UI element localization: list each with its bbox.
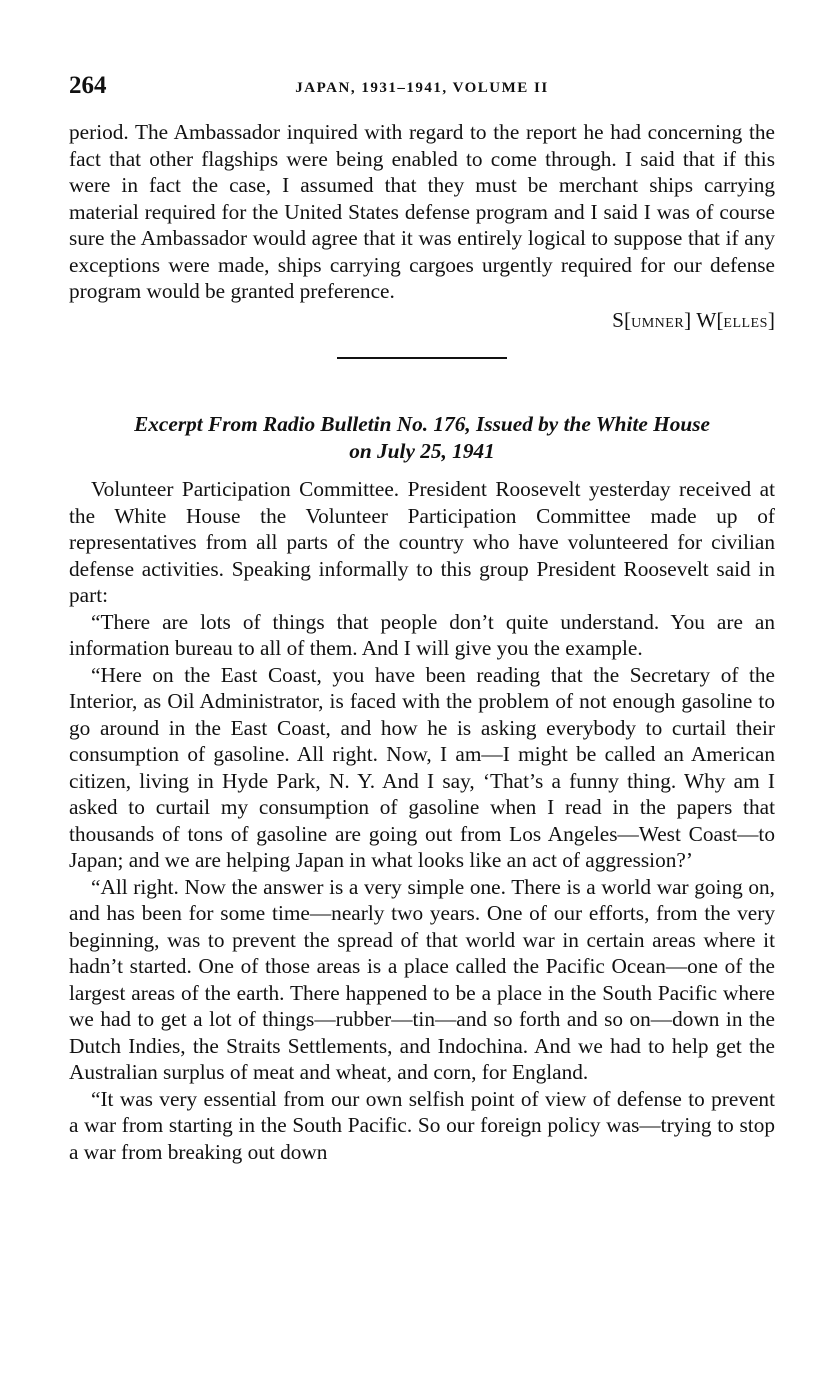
- body-paragraph: “There are lots of things that people don’t quite understand. You are an information bureau to all of them. And I will give you the example.: [69, 609, 775, 660]
- section-body: [69, 476, 775, 1165]
- page-number: 264: [69, 72, 107, 99]
- page-content: [69, 70, 775, 1165]
- body-paragraph: “Here on the East Coast, you have been reading that the Secretary of the Interior, as Oil Administrator, is faced with the problem of not enough gasoline to go around in the East Coast, and how he is asking everybody to curtail their consumption of gasoline. All right. Now, I am—I might be called an American citizen, living in Hyde Park, N. Y. And I say, ‘That’s a funny thing. Why am I asked to curtail my consumption of gasoline when I read in the papers that thousands of tons of gasoline are going out from Los Angeles—West Coast—to Japan; and we are helping Japan in what looks like an act of aggression?’: [69, 662, 775, 872]
- section-title-line-1: Excerpt From Radio Bulletin No. 176, Issued by the White House: [134, 412, 710, 436]
- section-title: [69, 411, 775, 464]
- page-header: [69, 70, 775, 110]
- signature: S[UMNER] W[ELLES]: [612, 307, 775, 332]
- signature-name-first: UMNER: [631, 315, 685, 331]
- section-title-line-2: on July 25, 1941: [349, 438, 495, 463]
- signature-initial-first: S: [612, 307, 624, 332]
- body-paragraph: “All right. Now the answer is a very simple one. There is a world war going on, and has been for some time—nearly two years. One of our efforts, from the very beginning, was to prevent the spread of that world war in certain areas where it hadn’t started. One of those areas is a place called the Pacific Ocean—one of the largest areas of the earth. There happened to be a place in the South Pacific where we had to get a lot of things—rubber—tin—and so forth and so on—down in the Dutch Indies, the Straits Settlements, and Indochina. And we had to help get the Australian surplus of meat and wheat, and corn, for England.: [69, 874, 775, 1084]
- signature-name-last: ELLES: [723, 315, 768, 331]
- signature-initial-last: W: [696, 307, 717, 332]
- body-paragraph: “It was very essential from our own selfish point of view of defense to prevent a war from starting in the South Pacific. So our foreign policy was—trying to stop a war from breaking out down: [69, 1086, 775, 1164]
- body-paragraph: Volunteer Participation Committee. President Roosevelt yesterday received at the White House the Volunteer Participation Committee made up of representatives from all parts of the country who have volunteered for civilian defense activities. Speaking informally to this group President Roosevelt said in part:: [69, 477, 775, 607]
- section-divider: [337, 357, 507, 359]
- continuation-paragraph: period. The Ambassador inquired with regard to the report he had concerning the fact that other flagships were being enabled to come through. I said that if this were in fact the case, I assumed that they must be merchant ships carrying material required for the United States defense program and I said I was of course sure the Ambassador would agree that it was entirely logical to suppose that if any exceptions were made, ships carrying cargoes urgently required for our defense program would be granted preference.: [69, 120, 775, 303]
- running-head: JAPAN, 1931–1941, VOLUME II: [295, 80, 549, 96]
